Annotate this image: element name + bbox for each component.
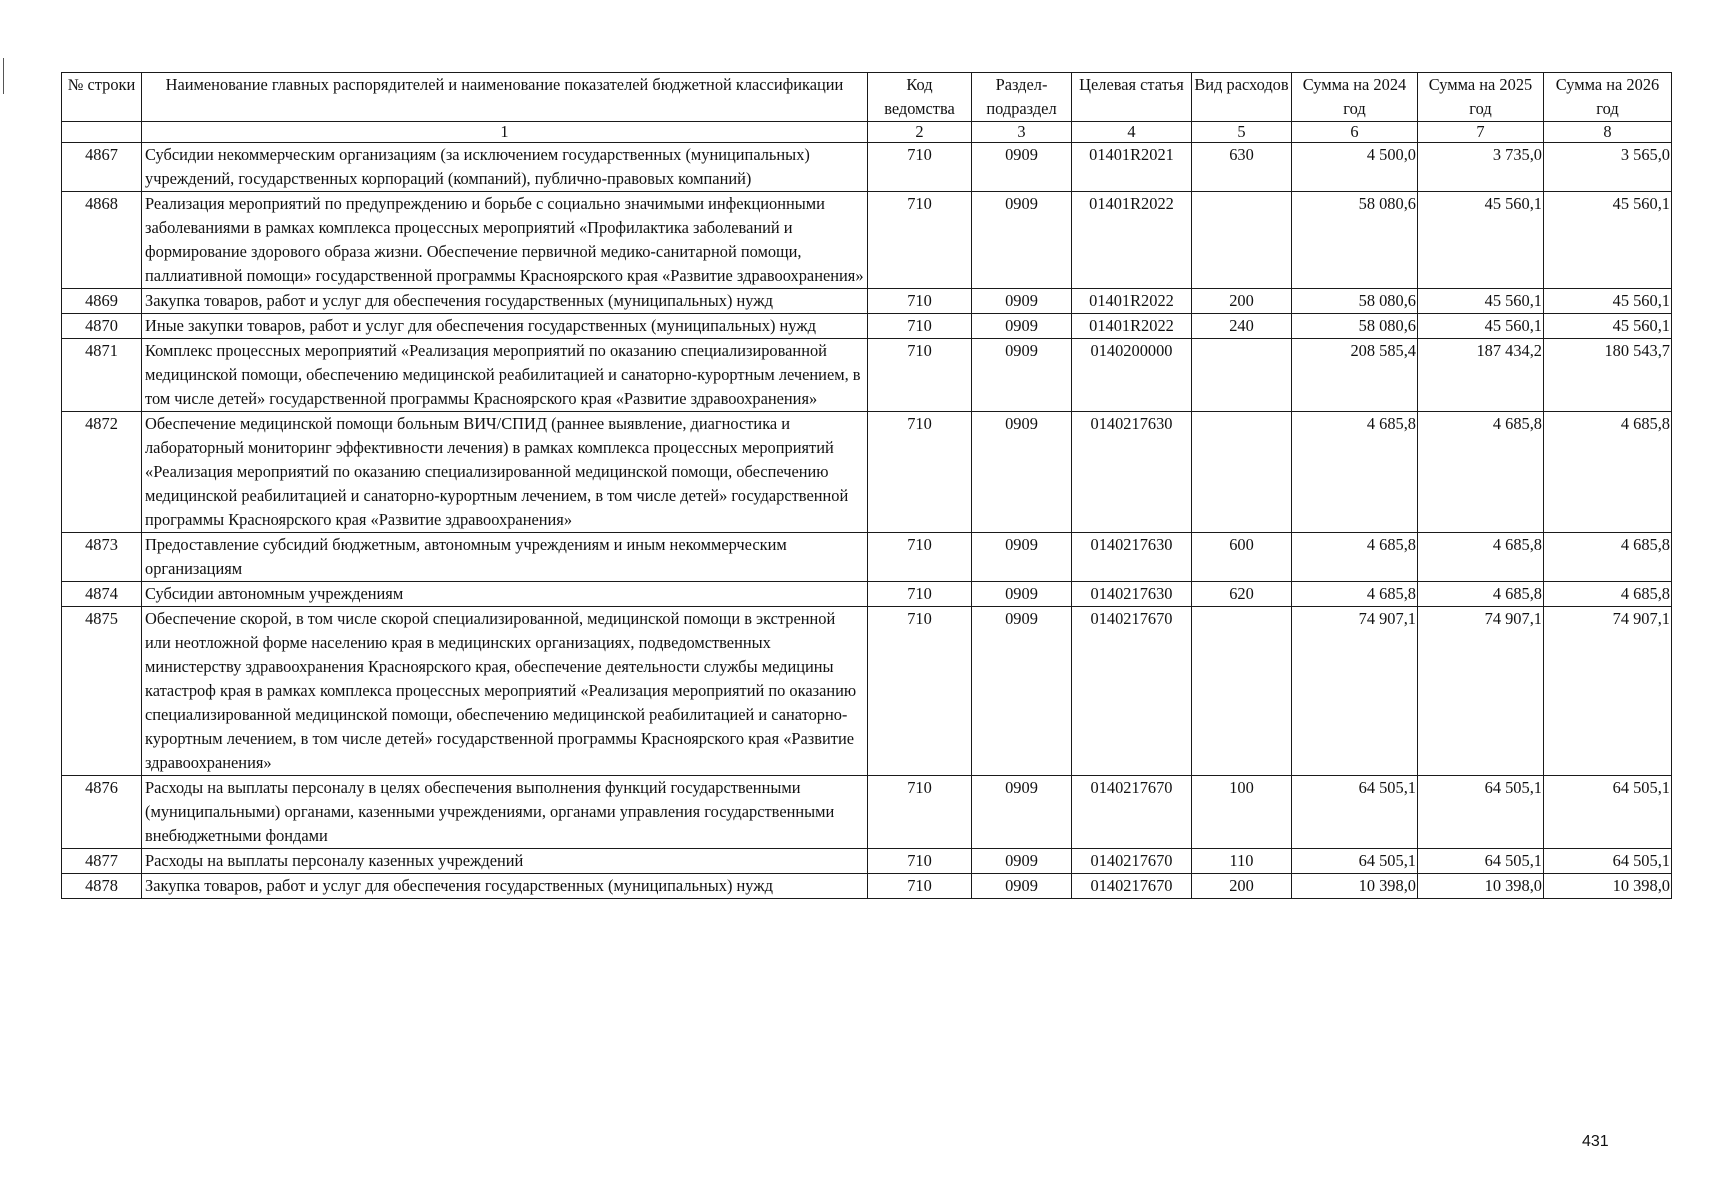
row-number-cell: 4876 bbox=[62, 776, 142, 849]
row-expense-type-cell bbox=[1192, 192, 1292, 289]
row-expense-type-cell: 600 bbox=[1192, 533, 1292, 582]
header-row-number: № строки bbox=[62, 73, 142, 122]
row-name-cell: Иные закупки товаров, работ и услуг для обеспечения государственных (муниципальных) нужд bbox=[142, 314, 868, 339]
column-number-row bbox=[62, 122, 1672, 143]
budget-table bbox=[61, 72, 1672, 899]
row-expense-type-cell: 240 bbox=[1192, 314, 1292, 339]
table-row bbox=[62, 874, 1672, 899]
row-sum-2025-cell: 4 685,8 bbox=[1418, 412, 1544, 533]
row-number-cell: 4878 bbox=[62, 874, 142, 899]
row-sum-2024-cell: 74 907,1 bbox=[1292, 607, 1418, 776]
row-name-cell: Расходы на выплаты персоналу в целях обеспечения выполнения функций государственными (муниципальными) органами, казенными учреждениями, органами управления государственными внебюджетными фондами bbox=[142, 776, 868, 849]
row-number-cell: 4867 bbox=[62, 143, 142, 192]
table-row bbox=[62, 289, 1672, 314]
row-sum-2024-cell: 64 505,1 bbox=[1292, 849, 1418, 874]
column-number: 2 bbox=[868, 122, 972, 143]
header-sum-2025: Сумма на 2025 год bbox=[1418, 73, 1544, 122]
row-expense-type-cell: 620 bbox=[1192, 582, 1292, 607]
row-section-cell: 0909 bbox=[972, 314, 1072, 339]
row-sum-2025-cell: 10 398,0 bbox=[1418, 874, 1544, 899]
row-sum-2026-cell: 64 505,1 bbox=[1544, 849, 1672, 874]
row-target-article-cell: 0140217630 bbox=[1072, 412, 1192, 533]
row-sum-2026-cell: 4 685,8 bbox=[1544, 533, 1672, 582]
header-sum-2024: Сумма на 2024 год bbox=[1292, 73, 1418, 122]
row-sum-2026-cell: 45 560,1 bbox=[1544, 289, 1672, 314]
row-dept-code-cell: 710 bbox=[868, 314, 972, 339]
column-number bbox=[62, 122, 142, 143]
row-sum-2026-cell: 3 565,0 bbox=[1544, 143, 1672, 192]
header-name: Наименование главных распорядителей и наименование показателей бюджетной классификации bbox=[142, 73, 868, 122]
row-number-cell: 4868 bbox=[62, 192, 142, 289]
row-dept-code-cell: 710 bbox=[868, 776, 972, 849]
row-name-cell: Предоставление субсидий бюджетным, автономным учреждениям и иным некоммерческим организациям bbox=[142, 533, 868, 582]
row-number-cell: 4877 bbox=[62, 849, 142, 874]
table-row bbox=[62, 582, 1672, 607]
row-dept-code-cell: 710 bbox=[868, 289, 972, 314]
table-row bbox=[62, 412, 1672, 533]
row-sum-2024-cell: 4 685,8 bbox=[1292, 533, 1418, 582]
row-dept-code-cell: 710 bbox=[868, 339, 972, 412]
row-dept-code-cell: 710 bbox=[868, 874, 972, 899]
row-dept-code-cell: 710 bbox=[868, 607, 972, 776]
row-dept-code-cell: 710 bbox=[868, 192, 972, 289]
row-target-article-cell: 0140217670 bbox=[1072, 607, 1192, 776]
row-expense-type-cell: 100 bbox=[1192, 776, 1292, 849]
row-name-cell: Закупка товаров, работ и услуг для обеспечения государственных (муниципальных) нужд bbox=[142, 289, 868, 314]
column-number: 7 bbox=[1418, 122, 1544, 143]
row-expense-type-cell: 630 bbox=[1192, 143, 1292, 192]
row-section-cell: 0909 bbox=[972, 143, 1072, 192]
row-dept-code-cell: 710 bbox=[868, 412, 972, 533]
row-number-cell: 4874 bbox=[62, 582, 142, 607]
row-expense-type-cell bbox=[1192, 412, 1292, 533]
row-sum-2025-cell: 45 560,1 bbox=[1418, 314, 1544, 339]
row-section-cell: 0909 bbox=[972, 533, 1072, 582]
row-sum-2025-cell: 3 735,0 bbox=[1418, 143, 1544, 192]
row-section-cell: 0909 bbox=[972, 582, 1072, 607]
row-name-cell: Обеспечение медицинской помощи больным ВИЧ/СПИД (раннее выявление, диагностика и лабораторный мониторинг эффективности лечения) в рамках комплекса процессных мероприятий «Реализация мероприятий по оказанию специализированной медицинской помощи, обеспечению медицинской реабилитацией и санаторно-курортным лечением, в том числе детей» государственной программы Красноярского края «Развитие здравоохранения» bbox=[142, 412, 868, 533]
row-sum-2026-cell: 4 685,8 bbox=[1544, 412, 1672, 533]
row-sum-2026-cell: 180 543,7 bbox=[1544, 339, 1672, 412]
row-section-cell: 0909 bbox=[972, 849, 1072, 874]
row-expense-type-cell: 200 bbox=[1192, 874, 1292, 899]
row-dept-code-cell: 710 bbox=[868, 582, 972, 607]
row-name-cell: Субсидии некоммерческим организациям (за исключением государственных (муниципальных) учреждений, государственных корпораций (компаний), публично-правовых компаний) bbox=[142, 143, 868, 192]
table-row bbox=[62, 776, 1672, 849]
header-sum-2026: Сумма на 2026 год bbox=[1544, 73, 1672, 122]
column-number: 6 bbox=[1292, 122, 1418, 143]
row-name-cell: Комплекс процессных мероприятий «Реализация мероприятий по оказанию специализированной медицинской помощи, обеспечению медицинской реабилитацией и санаторно-курортным лечением, в том числе детей» государственной программы Красноярского края «Развитие здравоохранения» bbox=[142, 339, 868, 412]
page-number: 431 bbox=[1582, 1133, 1609, 1150]
row-section-cell: 0909 bbox=[972, 192, 1072, 289]
row-expense-type-cell bbox=[1192, 607, 1292, 776]
row-target-article-cell: 0140217670 bbox=[1072, 874, 1192, 899]
column-number: 1 bbox=[142, 122, 868, 143]
row-section-cell: 0909 bbox=[972, 339, 1072, 412]
row-sum-2024-cell: 208 585,4 bbox=[1292, 339, 1418, 412]
row-expense-type-cell bbox=[1192, 339, 1292, 412]
row-sum-2024-cell: 58 080,6 bbox=[1292, 192, 1418, 289]
row-target-article-cell: 0140200000 bbox=[1072, 339, 1192, 412]
row-sum-2025-cell: 45 560,1 bbox=[1418, 289, 1544, 314]
row-sum-2025-cell: 64 505,1 bbox=[1418, 776, 1544, 849]
row-target-article-cell: 0140217670 bbox=[1072, 849, 1192, 874]
row-sum-2026-cell: 4 685,8 bbox=[1544, 582, 1672, 607]
row-name-cell: Субсидии автономным учреждениям bbox=[142, 582, 868, 607]
row-number-cell: 4875 bbox=[62, 607, 142, 776]
row-sum-2024-cell: 4 500,0 bbox=[1292, 143, 1418, 192]
row-sum-2025-cell: 74 907,1 bbox=[1418, 607, 1544, 776]
header-section: Раздел-подраздел bbox=[972, 73, 1072, 122]
row-name-cell: Реализация мероприятий по предупреждению и борьбе с социально значимыми инфекционными заболеваниями в рамках комплекса процессных мероприятий «Профилактика заболеваний и формирование здорового образа жизни. Обеспечение первичной медико-санитарной помощи, паллиативной помощи» государственной программы Красноярского края «Развитие здравоохранения» bbox=[142, 192, 868, 289]
row-sum-2024-cell: 58 080,6 bbox=[1292, 289, 1418, 314]
row-sum-2025-cell: 45 560,1 bbox=[1418, 192, 1544, 289]
table-row bbox=[62, 533, 1672, 582]
row-target-article-cell: 01401R2021 bbox=[1072, 143, 1192, 192]
table-row bbox=[62, 607, 1672, 776]
row-sum-2025-cell: 64 505,1 bbox=[1418, 849, 1544, 874]
scan-edge-mark bbox=[3, 58, 4, 94]
row-section-cell: 0909 bbox=[972, 607, 1072, 776]
row-sum-2026-cell: 74 907,1 bbox=[1544, 607, 1672, 776]
row-target-article-cell: 01401R2022 bbox=[1072, 192, 1192, 289]
table-header bbox=[62, 73, 1672, 143]
table-row bbox=[62, 339, 1672, 412]
row-sum-2026-cell: 10 398,0 bbox=[1544, 874, 1672, 899]
row-name-cell: Закупка товаров, работ и услуг для обеспечения государственных (муниципальных) нужд bbox=[142, 874, 868, 899]
row-target-article-cell: 01401R2022 bbox=[1072, 289, 1192, 314]
table-row bbox=[62, 143, 1672, 192]
row-sum-2024-cell: 58 080,6 bbox=[1292, 314, 1418, 339]
row-dept-code-cell: 710 bbox=[868, 849, 972, 874]
row-target-article-cell: 0140217630 bbox=[1072, 582, 1192, 607]
row-target-article-cell: 01401R2022 bbox=[1072, 314, 1192, 339]
header-expense-type: Вид расходов bbox=[1192, 73, 1292, 122]
row-number-cell: 4871 bbox=[62, 339, 142, 412]
header-dept-code: Код ведомства bbox=[868, 73, 972, 122]
row-sum-2024-cell: 10 398,0 bbox=[1292, 874, 1418, 899]
row-number-cell: 4873 bbox=[62, 533, 142, 582]
row-sum-2024-cell: 4 685,8 bbox=[1292, 582, 1418, 607]
row-number-cell: 4870 bbox=[62, 314, 142, 339]
row-expense-type-cell: 200 bbox=[1192, 289, 1292, 314]
table-row bbox=[62, 192, 1672, 289]
row-name-cell: Расходы на выплаты персоналу казенных учреждений bbox=[142, 849, 868, 874]
row-dept-code-cell: 710 bbox=[868, 533, 972, 582]
row-section-cell: 0909 bbox=[972, 874, 1072, 899]
row-sum-2026-cell: 45 560,1 bbox=[1544, 192, 1672, 289]
row-sum-2025-cell: 4 685,8 bbox=[1418, 533, 1544, 582]
row-sum-2025-cell: 4 685,8 bbox=[1418, 582, 1544, 607]
row-target-article-cell: 0140217670 bbox=[1072, 776, 1192, 849]
column-number: 8 bbox=[1544, 122, 1672, 143]
table-row bbox=[62, 849, 1672, 874]
row-target-article-cell: 0140217630 bbox=[1072, 533, 1192, 582]
row-sum-2025-cell: 187 434,2 bbox=[1418, 339, 1544, 412]
column-number: 4 bbox=[1072, 122, 1192, 143]
row-sum-2024-cell: 4 685,8 bbox=[1292, 412, 1418, 533]
table-body bbox=[62, 143, 1672, 899]
row-sum-2024-cell: 64 505,1 bbox=[1292, 776, 1418, 849]
row-name-cell: Обеспечение скорой, в том числе скорой специализированной, медицинской помощи в экстренной или неотложной форме населению края в медицинских организациях, подведомственных министерству здравоохранения Красноярского края, обеспечение деятельности службы медицины катастроф края в рамках комплекса процессных мероприятий «Реализация мероприятий по оказанию специализированной медицинской помощи, обеспечению медицинской реабилитацией и санаторно-курортным лечением, в том числе детей» государственной программы Красноярского края «Развитие здравоохранения» bbox=[142, 607, 868, 776]
header-target-article: Целевая статья bbox=[1072, 73, 1192, 122]
row-dept-code-cell: 710 bbox=[868, 143, 972, 192]
row-section-cell: 0909 bbox=[972, 412, 1072, 533]
row-sum-2026-cell: 64 505,1 bbox=[1544, 776, 1672, 849]
column-number: 3 bbox=[972, 122, 1072, 143]
row-number-cell: 4872 bbox=[62, 412, 142, 533]
row-section-cell: 0909 bbox=[972, 289, 1072, 314]
row-number-cell: 4869 bbox=[62, 289, 142, 314]
row-sum-2026-cell: 45 560,1 bbox=[1544, 314, 1672, 339]
column-number: 5 bbox=[1192, 122, 1292, 143]
table-row bbox=[62, 314, 1672, 339]
header-row bbox=[62, 73, 1672, 122]
row-expense-type-cell: 110 bbox=[1192, 849, 1292, 874]
row-section-cell: 0909 bbox=[972, 776, 1072, 849]
